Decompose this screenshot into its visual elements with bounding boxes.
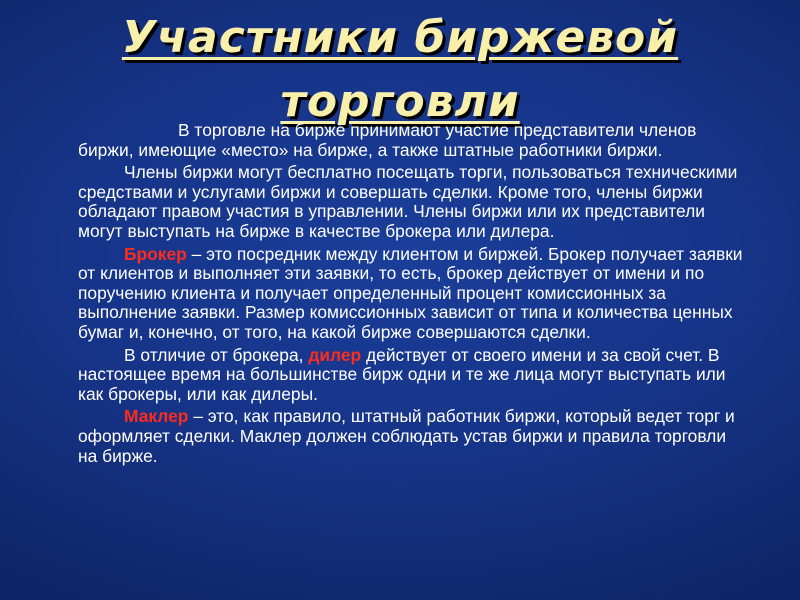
- paragraph-broker-text: – это посредник между клиентом и биржей. Брокер получает заявки от клиентов и выполняет эти заявки, то есть, брокер действует от имени и по поручению клиента и получает определенный процент комиссионных за выполнение заявки. Размер комиссионных зависит от типа и количества ценных бумаг и, конечно, от того, на какой бирже совершаются сделки.: [78, 243, 743, 342]
- paragraph-dealer-text-after: действует от своего имени и за свой счет. В настоящее время на большинстве бирж одни и те же лица могут выступать или как брокеры, или как дилеры.: [78, 344, 726, 404]
- paragraph-broker: [78, 245, 746, 343]
- paragraph-dealer-text-before: В отличие от брокера,: [124, 344, 309, 365]
- title-line-1: Участники биржевой: [121, 12, 679, 63]
- term-broker: Брокер: [124, 243, 187, 264]
- paragraph-makler: [78, 407, 746, 466]
- term-dealer: дилер: [308, 344, 362, 365]
- term-makler: Маклер: [124, 406, 189, 427]
- paragraph-dealer: [78, 346, 746, 405]
- paragraph-members: [78, 163, 746, 241]
- slide-title: [0, 6, 800, 134]
- slide-body: [78, 121, 746, 469]
- paragraph-participants: [78, 121, 746, 160]
- paragraph-members-text: Члены биржи могут бесплатно посещать торги, пользоваться техническими средствами и услугами биржи и совершать сделки. Кроме того, члены биржи обладают правом участия в управлении. Члены биржи или их представители могут выступать на бирже в качестве брокера или дилера.: [78, 162, 738, 241]
- title-line-2: торговли: [280, 76, 520, 127]
- paragraph-makler-text: – это, как правило, штатный работник биржи, который ведет торг и оформляет сделки. Маклер должен соблюдать устав биржи и правила торговли на бирже.: [78, 406, 735, 466]
- paragraph-participants-text: В торговле на бирже принимают участие представители членов биржи, имеющие «место» на бирже, а также штатные работники биржи.: [78, 120, 697, 160]
